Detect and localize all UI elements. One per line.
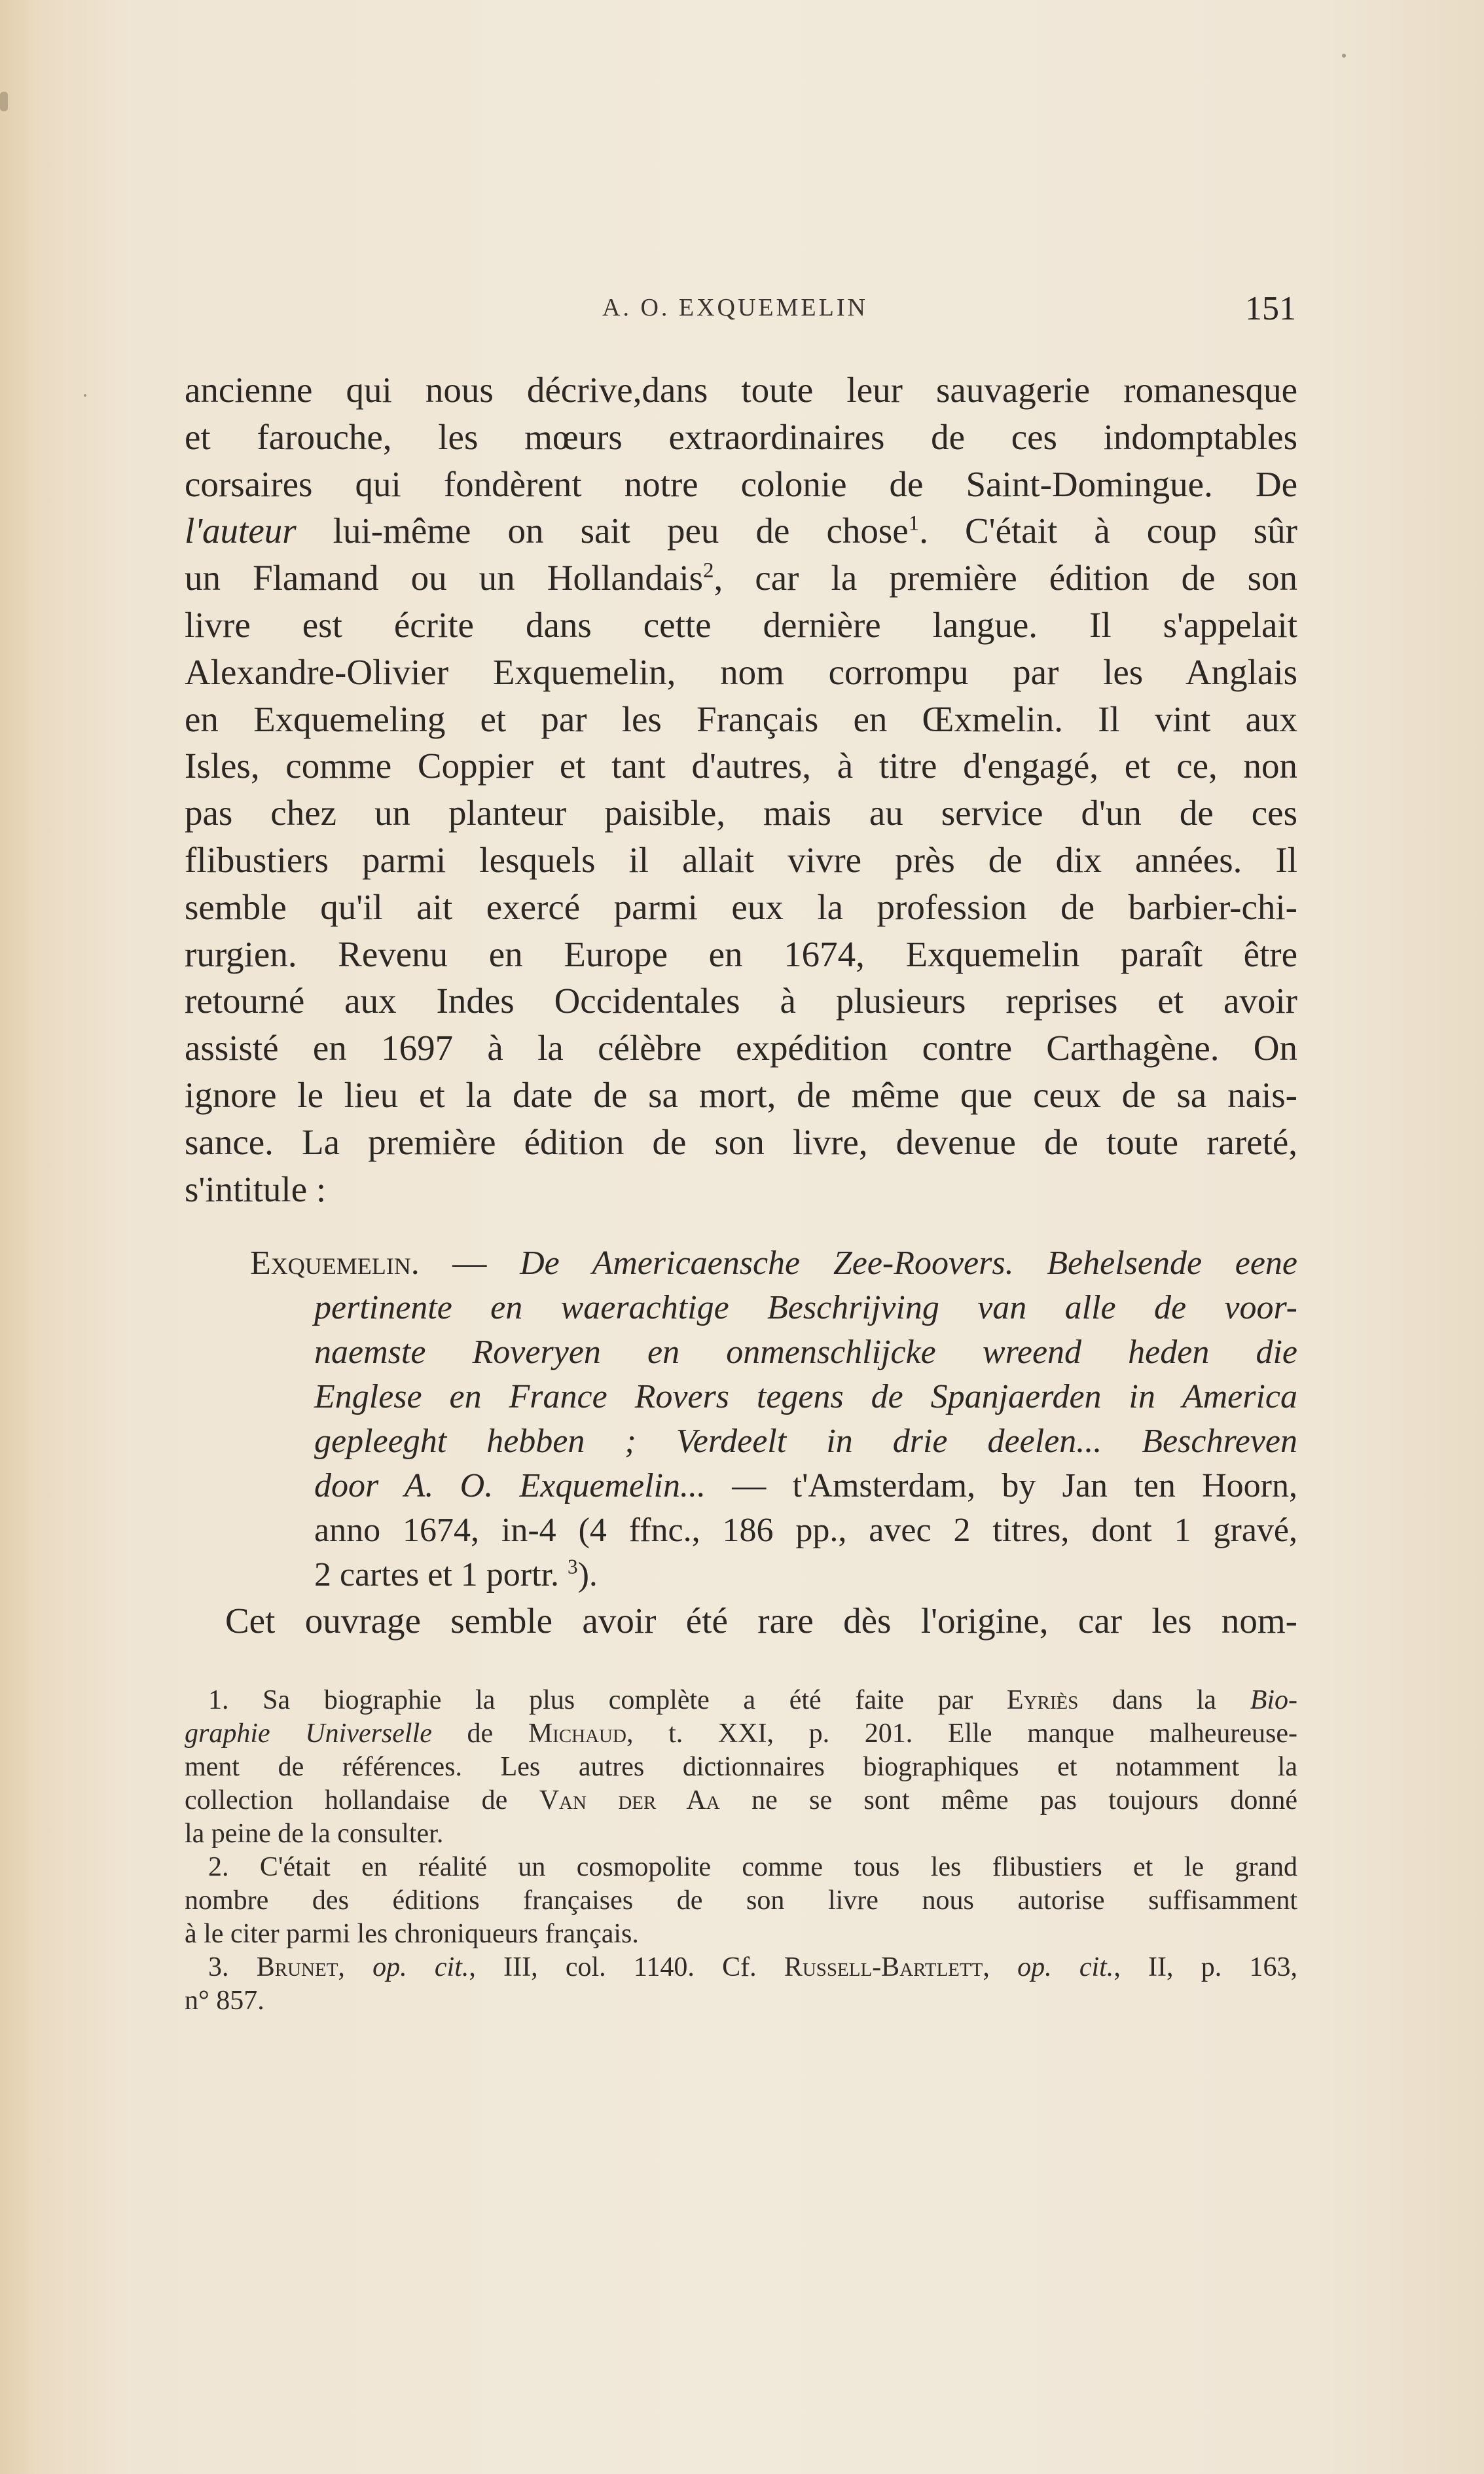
body-line: semble qu'il ait exercé parmi eux la profession de barbier-chi- <box>185 886 1297 927</box>
footnote-ref-3[interactable]: 3 <box>567 1555 578 1578</box>
body-line: rurgien. Revenu en Europe en 1674, Exquemelin paraît être <box>185 934 1297 974</box>
body-line: sance. La première édition de son livre, devenue de toute rareté, <box>185 1121 1297 1162</box>
footnote-2-line: 2. C'était en réalité un cosmopolite comme tous les flibustiers et le grand <box>208 1852 1297 1882</box>
footnote-ref-1[interactable]: 1 <box>908 512 920 536</box>
body-line: un Flamand ou un Hollandais$^2$, car la première édition de son <box>185 558 1298 598</box>
footnote-1-line: graphie Universelle de Michaud, t. XXI, p. 201. Elle manque malheureuse- <box>185 1719 1297 1749</box>
citation-line: anno 1674, in-4 (4 ffnc., 186 pp., avec 2 titres, dont 1 gravé, <box>314 1512 1297 1549</box>
body-line: Alexandre-Olivier Exquemelin, nom corrompu par les Anglais <box>185 651 1297 692</box>
body-line: et farouche, les mœurs extraordinaires de ces indomptables <box>185 416 1297 457</box>
body-line: Cet ouvrage semble avoir été rare dès l'origine, car les nom- <box>225 1601 1297 1641</box>
paper-speck <box>1342 54 1346 58</box>
footnote-2-line: nombre des éditions françaises de son livre nous autorise suffisamment <box>185 1885 1297 1916</box>
footnote-1-line: 1. Sa biographie la plus complète a été faite par Eyriès dans la Bio- <box>208 1685 1297 1715</box>
body-line: ignore le lieu et la date de sa mort, de même que ceux de sa nais- <box>185 1074 1297 1115</box>
continuation-paragraph <box>185 1597 1297 1645</box>
body-line: corsaires qui fondèrent notre colonie de Saint-Domingue. De <box>185 464 1297 504</box>
paper-stain <box>0 92 8 111</box>
citation-line: Exquemelin. — De Americaensche Zee-Roovers. Behelsende eene <box>250 1245 1297 1282</box>
paper-speck <box>84 394 86 397</box>
citation-line: naemste Roveryen en onmenschlijcke wreend heden die <box>314 1334 1297 1371</box>
footnote-1-line: ment de références. Les autres dictionnaires biographiques et notamment la <box>185 1752 1297 1782</box>
body-line: l'auteur lui-même on sait peu de chose$^1$. C'était à coup sûr <box>185 511 1297 551</box>
body-line: retourné aux Indes Occidentales à plusieurs reprises et avoir <box>185 981 1297 1021</box>
footnote-1-line: la peine de la consulter. <box>185 1819 444 1849</box>
body-line: livre est écrite dans cette dernière langue. Il s'appelait <box>185 604 1297 645</box>
running-head-title: A. O. EXQUEMELIN <box>602 294 868 321</box>
body-line: s'intitule : <box>185 1169 327 1209</box>
footnote-ref-2[interactable]: 2 <box>703 558 714 583</box>
body-line: pas chez un planteur paisible, mais au service d'un de ces <box>185 793 1297 833</box>
running-head <box>183 290 1296 333</box>
footnote-3-line: 3. Brunet, op. cit., III, col. 1140. Cf. Russell-Bartlett, op. cit., II, p. 163, <box>208 1952 1298 1982</box>
body-line: Isles, comme Coppier et tant d'autres, à titre d'engagé, et ce, non <box>185 746 1297 786</box>
citation-title: De Americaensche Zee-Roovers. Behelsende eene <box>520 1245 1297 1282</box>
footnote-3-line: n° 857. <box>185 1986 264 2016</box>
citation-author: Exquemelin. <box>250 1245 420 1282</box>
body-line: ancienne qui nous décrive,dans toute leur sauvagerie romanesque <box>185 370 1297 410</box>
body-line: assisté en 1697 à la célèbre expédition contre Carthagène. On <box>185 1028 1297 1068</box>
footnotes <box>185 1684 1297 2018</box>
citation-line: 2 cartes et 1 portr. $^3$). <box>314 1555 598 1593</box>
footnote-number: 2. <box>208 1852 229 1882</box>
page-number: 151 <box>1245 290 1296 327</box>
citation-line: door A. O. Exquemelin... — t'Amsterdam, by Jan ten Hoorn, <box>314 1467 1297 1504</box>
footnote-2-line: à le citer parmi les chroniqueurs français. <box>185 1919 639 1949</box>
body-line: flibustiers parmi lesquels il allait vivre près de dix années. Il <box>185 839 1297 880</box>
footnote-1-line: collection hollandaise de Van der Aa ne se sont même pas toujours donné <box>185 1785 1297 1815</box>
citation-line: Englese en France Rovers tegens de Spanjaerden in America <box>314 1378 1297 1415</box>
citation-line: gepleeght hebben ; Verdeelt in drie deelen... Beschreven <box>314 1423 1297 1460</box>
bibliographic-citation <box>250 1241 1297 1597</box>
footnote-number: 1. <box>208 1685 229 1715</box>
body-paragraph <box>185 367 1297 1212</box>
italic-term: l'auteur <box>185 511 297 551</box>
citation-line: pertinente en waerachtige Beschrijving van alle de voor- <box>314 1289 1297 1326</box>
body-line: en Exquemeling et par les Français en Œxmelin. Il vint aux <box>185 699 1297 739</box>
footnote-number: 3. <box>208 1952 229 1982</box>
